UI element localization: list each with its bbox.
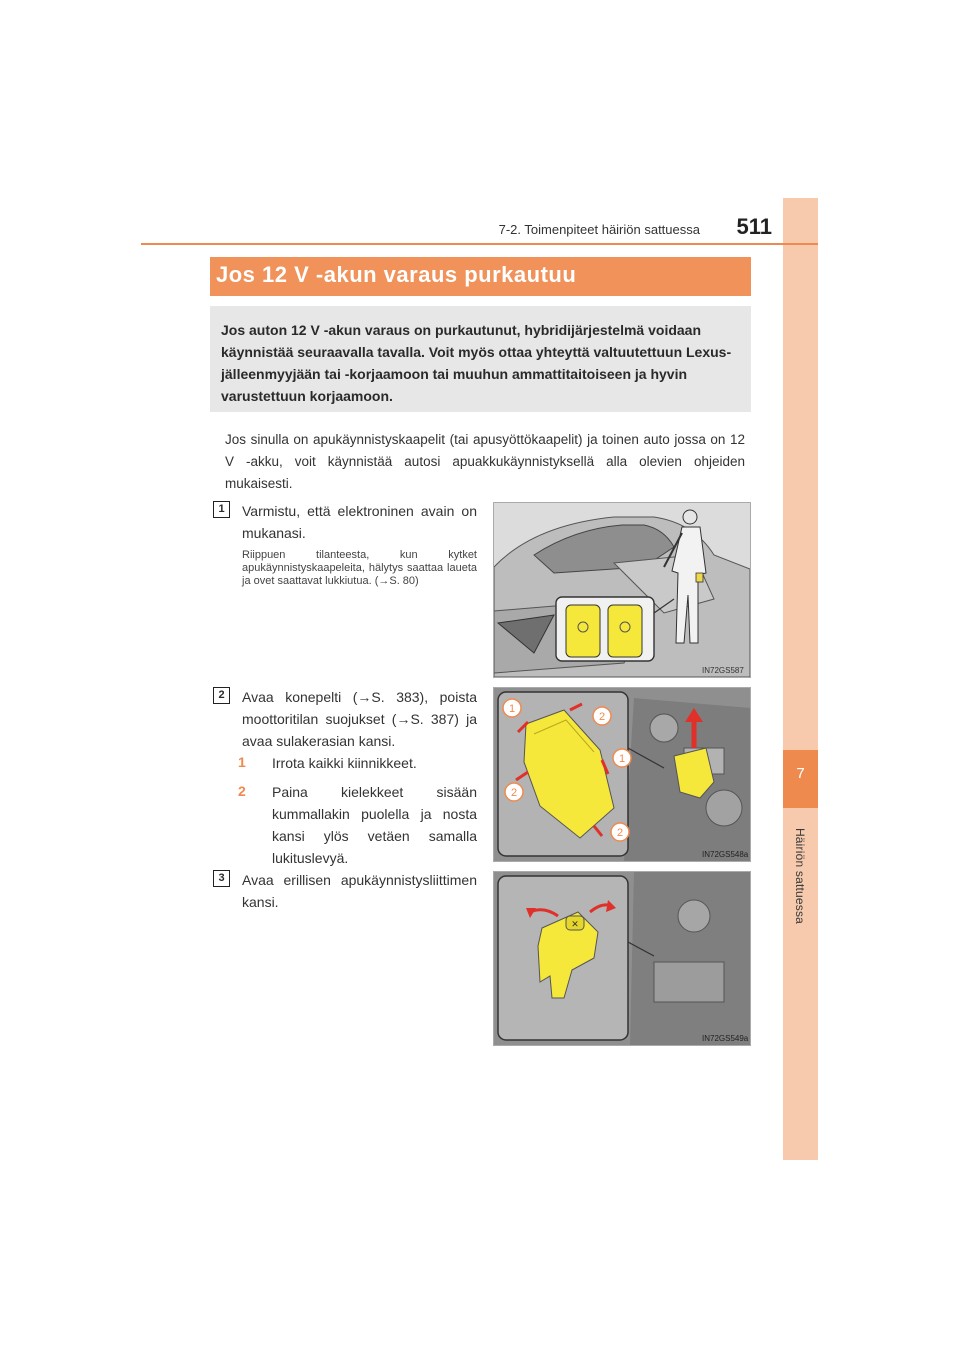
fuse-box-illustration — [494, 688, 750, 861]
step-3-text: Avaa erillisen apukäynnistysliittimen kansi. — [242, 872, 477, 910]
step-1-note: Riippuen tilanteesta, kun kytket apukäynnistyskaapeleita, hälytys saattaa laueta ja ovet saattavat lukkiutua. (→S. 80) — [242, 549, 477, 587]
callout-label: 2 — [598, 711, 606, 723]
chapter-number: 7 — [796, 765, 805, 782]
figure-jump-terminal — [493, 871, 751, 1046]
chapter-title-vertical — [774, 816, 826, 936]
substep-1-text: Irrota kaikki kiinnikkeet. — [272, 755, 417, 771]
step-1-text: Varmistu, että elektroninen avain on mukanasi. — [242, 503, 477, 541]
intro-text: Jos auton 12 V -akun varaus on purkautunut, hybridijärjestelmä voidaan käynnistää seuraavalla tavalla. Voit myös ottaa yhteyttä valtuutettuun Lexus-jälleenmyyjään tai -korjaamoon tai muuhun ammattitaitoiseen ja hyvin varustettuun korjaamoon. — [221, 322, 732, 404]
step-badge-1: 1 — [213, 501, 230, 518]
substep-number-2: 2 — [238, 783, 246, 799]
car-door-illustration — [494, 503, 750, 677]
figure-code: IN72GS549a — [702, 1034, 749, 1043]
figure-key-illustration — [493, 502, 751, 678]
callout-label: 1 — [508, 703, 516, 715]
page-number: 511 — [736, 214, 772, 239]
figure-code: IN72GS548a — [702, 850, 749, 859]
svg-text:✕: ✕ — [571, 919, 579, 929]
step-badge-2: 2 — [213, 687, 230, 704]
header-rule — [141, 243, 818, 245]
callout-label: 2 — [510, 787, 518, 799]
chapter-side-strip — [783, 198, 818, 1160]
figure-fuse-box — [493, 687, 751, 862]
jump-terminal-illustration — [494, 872, 750, 1045]
callout-label: 1 — [618, 753, 626, 765]
section-header: 7-2. Toimenpiteet häiriön sattuessa — [498, 222, 700, 237]
chapter-title: Häiriön sattuessa — [793, 827, 807, 925]
substep-number-1: 1 — [238, 754, 246, 770]
intro-box — [210, 306, 751, 412]
section-title: Jos 12 V -akun varaus purkautuu — [216, 262, 577, 287]
body-paragraph: Jos sinulla on apukäynnistyskaapelit (tai apusyöttökaapelit) ja toinen auto jossa on 12 V -akku, voit käynnistää autosi apuakkukäynnistyksellä alla olevien ohjeiden mukaisesti. — [225, 432, 745, 491]
callout-label: 2 — [616, 827, 624, 839]
figure-code: IN72GS587 — [702, 666, 744, 675]
step-badge-3: 3 — [213, 870, 230, 887]
step-2-text: Avaa konepelti (→S. 383), poista moottoritilan suojukset (→S. 387) ja avaa sulakerasian kansi. — [242, 689, 477, 749]
substep-2-text: Paina kielekkeet sisään kummallakin puolella ja nosta kansi ylös vetäen samalla lukituslevyä. — [272, 784, 477, 866]
